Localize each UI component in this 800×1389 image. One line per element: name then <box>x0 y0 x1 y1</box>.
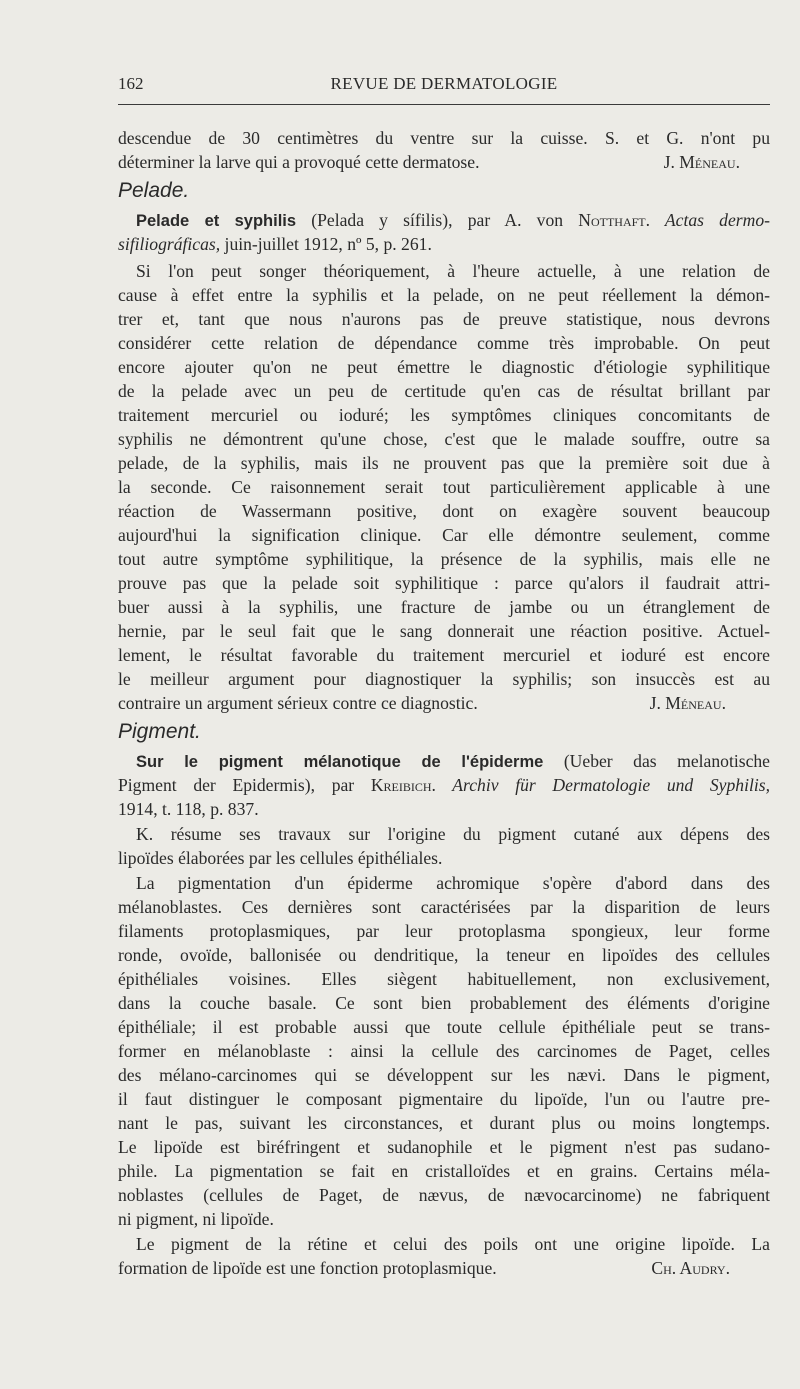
text-line: formation de lipoïde est une fonction protoplasmique. Ch. Audry. <box>118 1258 730 1278</box>
text-line: trer et, tant que nous n'aurons pas de preuve statistique, nous devrons <box>118 309 770 329</box>
text-line: il faut distinguer le composant pigmentaire du lipoïde, l'un ou l'autre pre- <box>118 1089 770 1109</box>
text-line: le meilleur argument pour diagnostiquer la syphilis; son insuccès est au <box>118 669 770 689</box>
text-line: noblastes (cellules de Paget, de nævus, de nævocarcinome) ne fabriquent <box>118 1185 770 1205</box>
text-line: aujourd'hui la signification clinique. Car elle démontre seulement, comme <box>118 525 770 545</box>
text-line: ronde, ovoïde, ballonisée ou dendritique, la teneur en lipoïdes des cellules <box>118 945 770 965</box>
article-reference: 1914, t. 118, p. 837. <box>118 799 259 819</box>
running-title: REVUE DE DERMATOLOGIE <box>330 74 558 93</box>
text-line: dans la couche basale. Ce sont bien probablement des éléments d'origine <box>118 993 770 1013</box>
text-line: former en mélanoblaste : ainsi la cellule des carcinomes de Paget, celles <box>118 1041 770 1061</box>
text-line: phile. La pigmentation se fait en cristalloïdes et en grains. Certains méla- <box>118 1161 770 1181</box>
author: Kreibich. <box>370 775 436 795</box>
article-reference: Pigment der Epidermis), par Kreibich. Archiv für Dermatologie und Syphilis, <box>118 775 770 795</box>
article-title: Pelade et syphilis <box>136 212 297 230</box>
signature: J. Méneau. <box>663 152 740 172</box>
text-line: La pigmentation d'un épiderme achromique s'opère d'abord dans des <box>136 873 770 893</box>
text-line: traitement mercuriel ou ioduré; les symptômes cliniques concomitants de <box>118 405 770 425</box>
text-line: Le pigment de la rétine et celui des poils ont une origine lipoïde. La <box>136 1234 770 1254</box>
signature: Ch. Audry. <box>651 1258 730 1278</box>
article-reference: Pelade et syphilis (Pelada y sífilis), par A. von Notthaft. Actas dermo- <box>136 210 770 230</box>
article-reference: sifiliográficas, juin-juillet 1912, nº 5, p. 261. <box>118 234 432 254</box>
text-line: mélanoblastes. Ces dernières sont caractérisées par la disparition de leurs <box>118 897 770 917</box>
text-line: nant le pas, suivant les circonstances, et durant plus ou moins longtemps. <box>118 1113 770 1133</box>
signature: J. Méneau. <box>649 693 726 713</box>
text-line: encore ajouter qu'on ne peut émettre le diagnostic d'étiologie syphilitique <box>118 357 770 377</box>
section-heading: Pigment. <box>118 720 201 743</box>
text-line: Si l'on peut songer théoriquement, à l'heure actuelle, à une relation de <box>136 261 770 281</box>
article-title: Sur le pigment mélanotique de l'épiderme <box>136 753 544 771</box>
article-reference: Sur le pigment mélanotique de l'épiderme (Ueber das melanotische <box>136 751 770 771</box>
text-line: lipoïdes élaborées par les cellules épithéliales. <box>118 848 443 868</box>
section-heading: Pelade. <box>118 179 190 202</box>
text-line: épithéliales voisines. Elles siègent habituellement, non exclusivement, <box>118 969 770 989</box>
text-line: lement, le résultat favorable du traitement mercuriel et ioduré est encore <box>118 645 770 665</box>
text-line: buer aussi à la syphilis, une fracture de jambe ou un étranglement de <box>118 597 770 617</box>
author: Notthaft. <box>578 210 651 230</box>
text-line: pelade, de la syphilis, mais ils ne prouvent pas que la première soit due à <box>118 453 770 473</box>
text-line: réaction de Wassermann positive, dont on exagère souvent beaucoup <box>118 501 770 521</box>
text-line: déterminer la larve qui a provoqué cette dermatose. J. Méneau. <box>118 152 740 172</box>
text-line: hernie, par le seul fait que le sang donnerait une réaction positive. Actuel- <box>118 621 770 641</box>
text-line: ni pigment, ni lipoïde. <box>118 1209 274 1229</box>
text-line: filaments protoplasmiques, par leur protoplasma spongieux, leur forme <box>118 921 770 941</box>
page-header <box>118 74 770 98</box>
text-line: K. résume ses travaux sur l'origine du pigment cutané aux dépens des <box>136 824 770 844</box>
text-line: la seconde. Ce raisonnement serait tout particulièrement applicable à une <box>118 477 770 497</box>
header-rule <box>118 104 770 105</box>
text-line: contraire un argument sérieux contre ce diagnostic. J. Méneau. <box>118 693 726 713</box>
text-line: Le lipoïde est biréfringent et sudanophile et le pigment n'est pas sudano- <box>118 1137 770 1157</box>
text-line: des mélano-carcinomes qui se développent sur les nævi. Dans le pigment, <box>118 1065 770 1085</box>
text-line: prouve pas que la pelade soit syphilitique : parce qu'alors il faudrait attri- <box>118 573 770 593</box>
text-line: syphilis ne démontrent qu'une chose, c'est que le malade souffre, outre sa <box>118 429 770 449</box>
text-line: de la pelade avec un peu de certitude qu'en cas de résultat brillant par <box>118 381 770 401</box>
text-line: considérer cette relation de dépendance comme très improbable. On peut <box>118 333 770 353</box>
page-number: 162 <box>118 74 144 93</box>
text-line: descendue de 30 centimètres du ventre sur la cuisse. S. et G. n'ont pu <box>118 128 770 148</box>
text-line: épithéliale; il est probable aussi que toute cellule épithéliale peut se trans- <box>118 1017 770 1037</box>
text-line: cause à effet entre la syphilis et la pelade, on ne peut réellement la démon- <box>118 285 770 305</box>
text-line: tout autre symptôme syphilitique, la présence de la syphilis, mais elle ne <box>118 549 770 569</box>
